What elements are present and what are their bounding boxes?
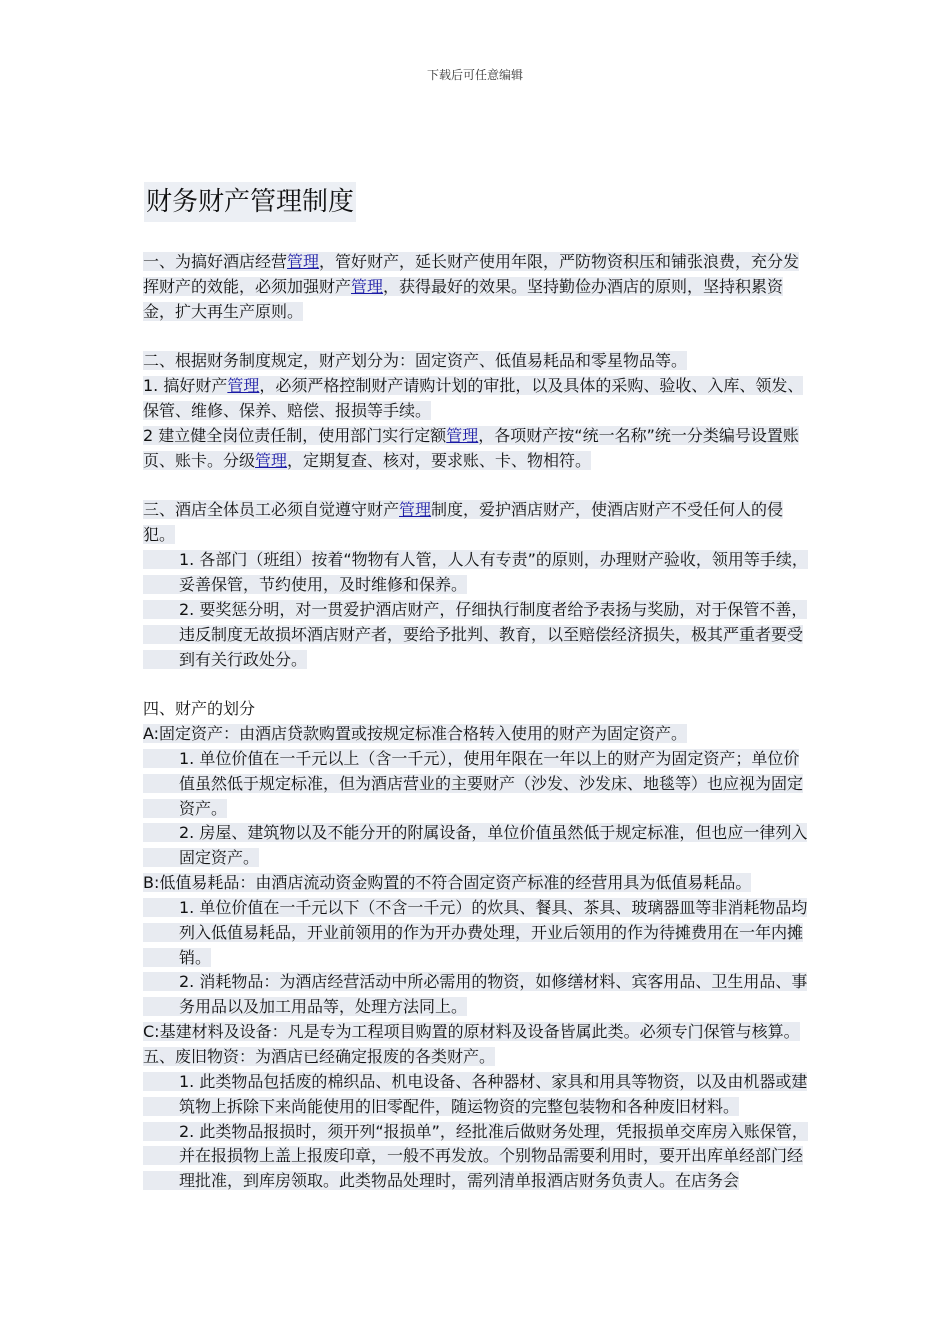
text-run: 1. 搞好财产 xyxy=(143,376,228,396)
link-management[interactable]: 管理 xyxy=(399,500,432,520)
section-3-item-1: 1. 各部门（班组）按着“物物有人管，人人有专责”的原则，办理财产验收，领用等手续，妥善保管，节约使用，及时维修和保养。 xyxy=(143,548,808,598)
section-4-a-item-1: 1. 单位价值在一千元以上（含一千元），使用年限在一年以上的财产为固定资产；单位价值虽然低于规定标准，但为酒店营业的主要财产（沙发、沙发床、地毯等）也应视为固定资产。 xyxy=(143,747,808,822)
spacer xyxy=(143,325,808,350)
text-run: ，定期复查、核对，要求账、卡、物相符。 xyxy=(287,450,592,470)
page-header: 下载后可任意编辑 xyxy=(426,68,523,82)
section-4-a-item-2: 2. 房屋、建筑物以及不能分开的附属设备，单位价值虽然低于规定标准，但也应一律列入固定资产。 xyxy=(143,821,808,871)
document-body xyxy=(143,250,808,1194)
text-run: ，管好财产，延长财产使用年限，严防物资积压和铺张浪费，充分发挥财产的效能，必须加强财产 xyxy=(143,252,800,296)
section-5-item-2: 2. 此类物品报损时，须开列“报损单”，经批准后做财务处理，凭报损单交库房入账保管，并在报损物上盖上报废印章，一般不再发放。个别物品需要利用时，要开出库单经部门经理批准，到库房领取。此类物品处理时，需列清单报酒店财务负责人。在店务会 xyxy=(143,1120,808,1195)
section-2-item-1 xyxy=(143,374,808,424)
document-title: 财务财产管理制度 xyxy=(144,182,356,222)
text-run: ，必须严格控制财产请购计划的审批，以及具体的采购、验收、入库、领发、保管、维修、保养、赔偿、报损等手续。 xyxy=(143,376,804,421)
link-management[interactable]: 管理 xyxy=(255,450,288,470)
section-4-a: A:固定资产：由酒店贷款购置或按规定标准合格转入使用的财产为固定资产。 xyxy=(143,724,688,744)
section-4-heading: 四、财产的划分 xyxy=(143,699,256,719)
link-management[interactable]: 管理 xyxy=(446,425,479,445)
link-management[interactable]: 管理 xyxy=(227,376,260,396)
section-5-item-1: 1. 此类物品包括废的棉织品、机电设备、各种器材、家具和用具等物资，以及由机器或建筑物上拆除下来尚能使用的旧零配件，随运物资的完整包装物和各种废旧材料。 xyxy=(143,1070,808,1120)
text-run: 一、为搞好酒店经营 xyxy=(143,252,288,271)
section-3-heading xyxy=(143,498,808,548)
text-run: 2 建立健全岗位责任制，使用部门实行定额 xyxy=(143,425,447,445)
section-2-item-2 xyxy=(143,424,808,474)
spacer xyxy=(143,672,808,697)
section-4-b-item-2: 2. 消耗物品：为酒店经营活动中所必需用的物资，如修缮材料、宾客用品、卫生用品、事务用品以及加工用品等，处理方法同上。 xyxy=(143,970,808,1020)
text-run: ，获得最好的效果。坚持勤俭办酒店的原则，坚持积累资金，扩大再生产原则。 xyxy=(143,276,784,321)
section-4-b: B:低值易耗品：由酒店流动资金购置的不符合固定资产标准的经营用具为低值易耗品。 xyxy=(143,873,752,893)
section-4-c: C:基建材料及设备：凡是专为工程项目购置的原材料及设备皆属此类。必须专门保管与核算。 xyxy=(143,1022,800,1042)
spacer xyxy=(143,474,808,499)
section-1-paragraph xyxy=(143,250,808,325)
text-run: 三、酒店全体员工必须自觉遵守财产 xyxy=(143,500,400,520)
section-4-b-item-1: 1. 单位价值在一千元以下（不含一千元）的炊具、餐具、茶具、玻璃器皿等非消耗物品均列入低值易耗品，开业前领用的作为开办费处理，开业后领用的作为待摊费用在一年内摊销。 xyxy=(143,896,808,971)
text-run: 制度，爱护酒店财产，使酒店财产不受任何人的侵犯。 xyxy=(143,500,784,545)
link-management[interactable]: 管理 xyxy=(287,252,320,271)
section-2-heading: 二、根据财务制度规定，财产划分为：固定资产、低值易耗品和零星物品等。 xyxy=(143,351,688,371)
section-3-item-2: 2. 要奖惩分明，对一贯爱护酒店财产，仔细执行制度者给予表扬与奖励，对于保管不善，违反制度无故损坏酒店财产者，要给予批判、教育，以至赔偿经济损失，极其严重者要受到有关行政处分。 xyxy=(143,598,808,673)
link-management[interactable]: 管理 xyxy=(351,276,384,296)
text-run: ，各项财产按“统一名称”统一分类编号设置账页、账卡。分级 xyxy=(143,425,799,470)
section-5-heading: 五、废旧物资：为酒店已经确定报废的各类财产。 xyxy=(143,1047,496,1066)
